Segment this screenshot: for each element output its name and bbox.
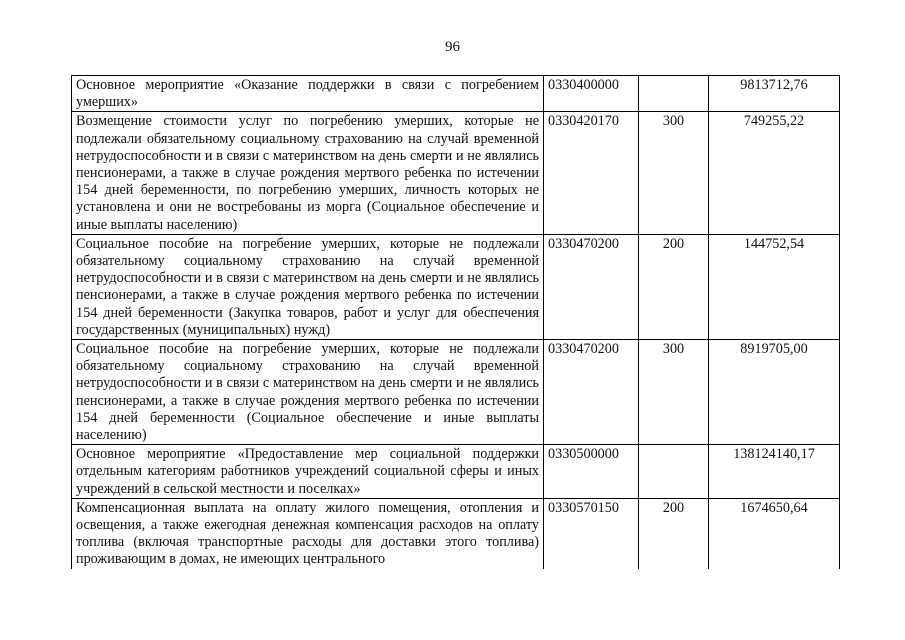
row-target-code: 0330400000 [544, 76, 639, 112]
row-target-code: 0330420170 [544, 112, 639, 234]
row-expense-type: 300 [639, 340, 709, 445]
row-target-code: 0330500000 [544, 445, 639, 499]
row-target-code: 0330570150 [544, 498, 639, 568]
row-amount: 749255,22 [709, 112, 840, 234]
page-number: 96 [445, 39, 460, 55]
row-expense-type: 200 [639, 234, 709, 339]
row-expense-type [639, 445, 709, 499]
table-row [72, 112, 840, 234]
row-amount: 1674650,64 [709, 498, 840, 568]
row-amount: 144752,54 [709, 234, 840, 339]
row-description: Компенсационная выплата на оплату жилого помещения, отопления и освещения, а также ежегодная денежная компенсация расходов на оплату топлива (включая транспортные расходы для доставки этого топлива) проживающим в домах, не имеющих центрального [72, 498, 544, 568]
budget-table [71, 75, 840, 569]
row-target-code: 0330470200 [544, 234, 639, 339]
table-row [72, 76, 840, 112]
row-amount: 138124140,17 [709, 445, 840, 499]
row-target-code: 0330470200 [544, 340, 639, 445]
table-row [72, 445, 840, 499]
table-row [72, 234, 840, 339]
table-row [72, 498, 840, 568]
row-description: Основное мероприятие «Оказание поддержки в связи с погребением умерших» [72, 76, 544, 112]
row-expense-type [639, 76, 709, 112]
row-description: Социальное пособие на погребение умерших, которые не подлежали обязательному социальному страхованию на случай временной нетрудоспособности и в связи с материнством на день смерти и не являлись пенсионерами, а также в случае рождения мертвого ребенка по истечении 154 дней беременности (Закупка товаров, работ и услуг для обеспечения государственных (муниципальных) нужд) [72, 234, 544, 339]
page-bottom-margin [0, 581, 905, 640]
row-amount: 9813712,76 [709, 76, 840, 112]
row-description: Социальное пособие на погребение умерших, которые не подлежали обязательному социальному страхованию на случай временной нетрудоспособности и в связи с материнством на день смерти и не являлись пенсионерами, а также в случае рождения мертвого ребенка по истечении 154 дней беременности (Социальное обеспечение и иные выплаты населению) [72, 340, 544, 445]
row-expense-type: 300 [639, 112, 709, 234]
row-description: Основное мероприятие «Предоставление мер социальной поддержки отдельным категориям работников учреждений социальной сферы и иных учреждений в сельской местности и поселках» [72, 445, 544, 499]
row-amount: 8919705,00 [709, 340, 840, 445]
table-row [72, 340, 840, 445]
row-expense-type: 200 [639, 498, 709, 568]
row-description: Возмещение стоимости услуг по погребению умерших, которые не подлежали обязательному социальному страхованию на случай временной нетрудоспособности и в связи с материнством на день смерти и не являлись пенсионерами, а также в случае рождения мертвого ребенка по истечении 154 дней беременности, по погребению умерших, личность которых не установлена и они не востребованы из морга (Социальное обеспечение и иные выплаты населению) [72, 112, 544, 234]
